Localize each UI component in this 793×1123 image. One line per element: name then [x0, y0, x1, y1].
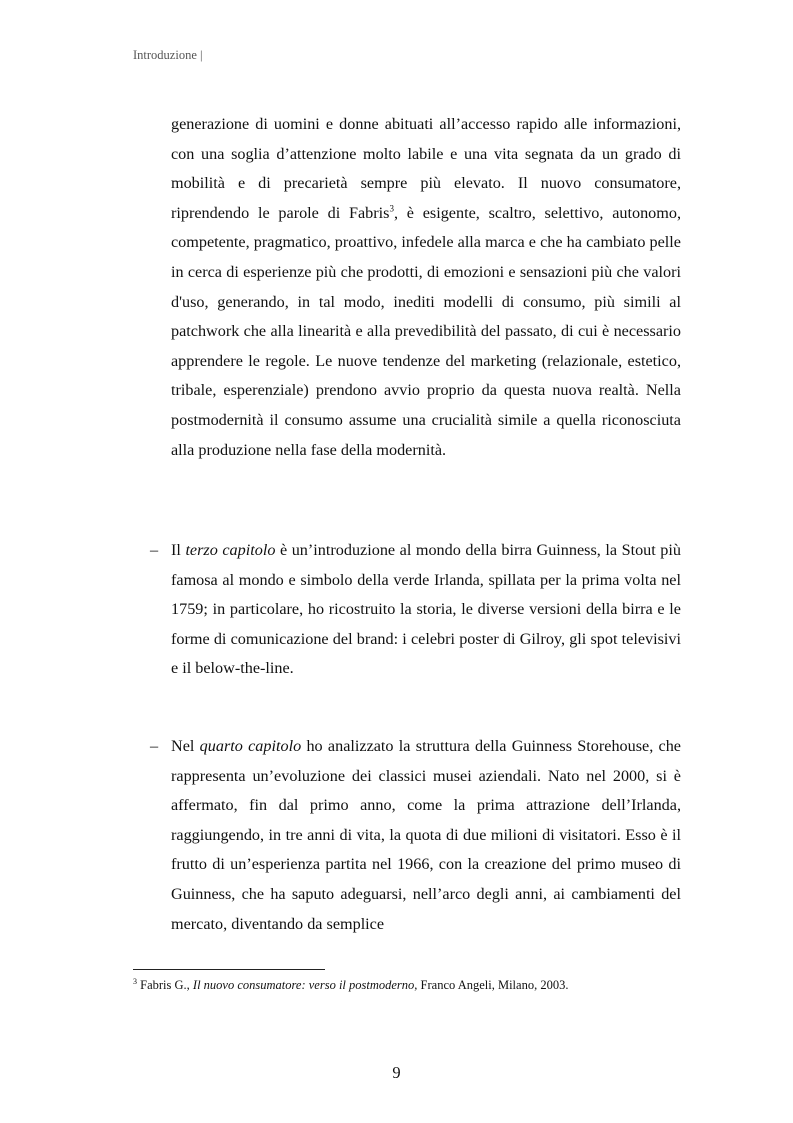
paragraph-3-text: ho analizzato la struttura della Guinness Storehouse, che rappresenta un’evoluzione dei classici musei aziendali. Nato nel 2000, si è affermato, fin dal primo anno, come la prima attrazione dell’Irlanda, raggiungendo, in tre anni di vita, la quota di due milioni di visitatori. Esso è il frutto di un’esperienza partita nel 1966, con la creazione del primo museo di Guinness, che ha saputo adeguarsi, nell’arco degli anni, ai cambiamenti del mercato, diventando da semplice [171, 737, 681, 933]
footnote-author: Fabris G., [137, 978, 193, 992]
footnote [133, 978, 693, 993]
footnote-reference: 3 [389, 203, 394, 214]
paragraph-3-lead: Nel [171, 737, 200, 755]
body-paragraph-2 [171, 536, 681, 684]
paragraph-1-tail: , è esigente, scaltro, selettivo, autonomo, competente, pragmatico, proattivo, infedele alla marca e che ha cambiato pelle in cerca di esperienze più che prodotti, di emozioni e sensazioni più che valori d'uso, generando, in tal modo, inediti modelli di consumo, più simili al patchwork che alla linearità e alla prevedibilità del passato, di cui è necessario apprendere le regole. Le nuove tendenze del marketing (relazionale, estetico, tribale, esperenziale) prendono avvio proprio da questa nuova realtà. Nella postmodernità il consumo assume una crucialità simile a quella riconosciuta alla produzione nella fase della modernità. [171, 203, 681, 459]
paragraph-2-emphasis: terzo capitolo [185, 541, 276, 559]
bullet-dash-3: – [150, 737, 159, 755]
running-header: Introduzione | [133, 48, 203, 62]
paragraph-2-lead: Il [171, 541, 186, 559]
footnote-number: 3 [133, 976, 137, 986]
page-number: 9 [392, 1063, 401, 1082]
paragraph-1-text: generazione di uomini e donne abituati all’accesso rapido alle informazioni, con una soglia d’attenzione molto labile e una vita segnata da un grado di mobilità e di precarietà sempre più elevato. Il nuovo consumatore, riprendendo le parole di Fabris [171, 115, 681, 222]
paragraph-3-emphasis: quarto capitolo [199, 737, 302, 755]
body-paragraph-1 [171, 110, 681, 465]
footnote-publisher: , Franco Angeli, Milano, 2003. [414, 978, 569, 992]
paragraph-2-text: è un’introduzione al mondo della birra Guinness, la Stout più famosa al mondo e simbolo della verde Irlanda, spillata per la prima volta nel 1759; in particolare, ho ricostruito la storia, le diverse versioni della birra e le forme di comunicazione del brand: i celebri poster di Gilroy, gli spot televisivi e il below-the-line. [171, 541, 681, 678]
body-paragraph-3 [171, 732, 681, 939]
bullet-dash-2: – [150, 541, 159, 559]
footnote-separator [133, 969, 325, 970]
footnote-title: Il nuovo consumatore: verso il postmoderno [192, 978, 415, 992]
